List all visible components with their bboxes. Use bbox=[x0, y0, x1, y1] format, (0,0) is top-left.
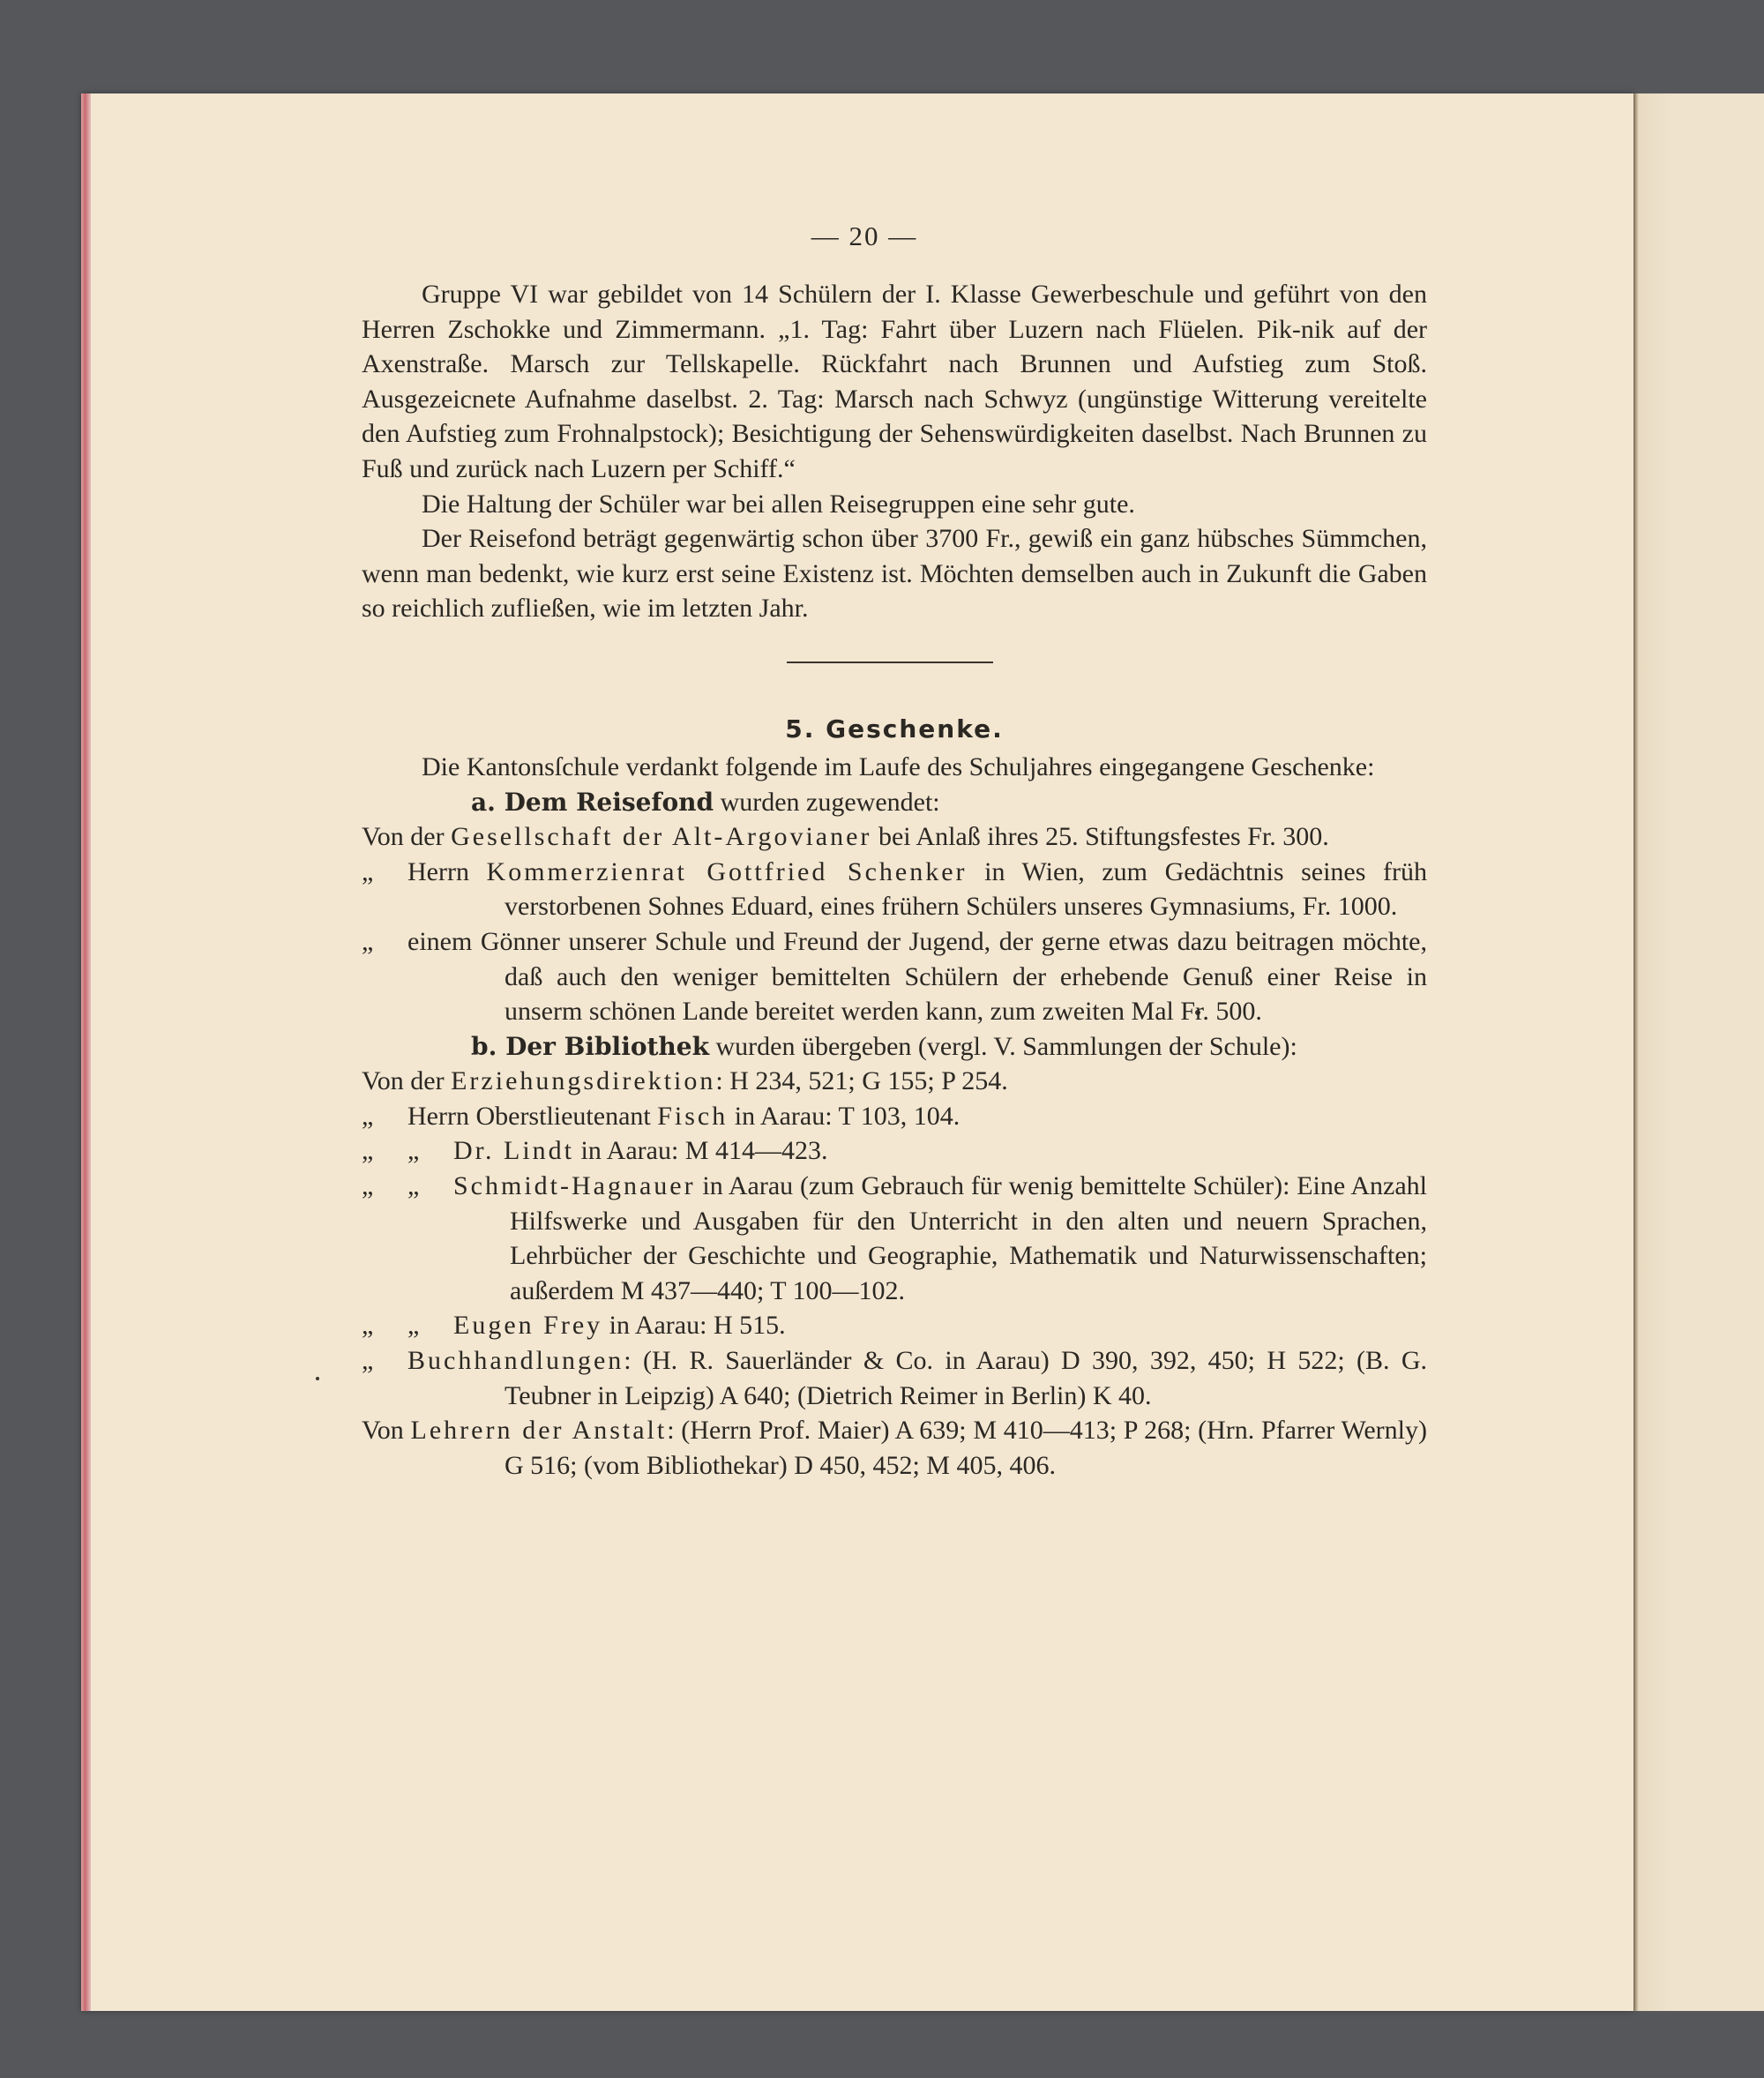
library-entry bbox=[362, 1413, 1427, 1483]
entry-text: : H 234, 521; G 155; P 254. bbox=[715, 1066, 1008, 1096]
subsection-b-title bbox=[471, 1029, 1427, 1065]
entry-prefix: Dr. bbox=[453, 1136, 504, 1166]
paragraph-reisefond: Der Reisefond beträgt gegenwärtig schon über 3700 Fr., gewiß ein ganz hübsches Sümmchen, wenn man bedenkt, wie kurz erst seine Existenz ist. Möchten demselben auch in Zukunft die Gaben so reichlich zufließen, wie im letzten Jahr. bbox=[362, 524, 1427, 624]
ditto-mark: „ bbox=[362, 926, 374, 956]
entry-donor: Schmidt-Hagnauer bbox=[453, 1171, 696, 1201]
entry-donor: Eugen Frey bbox=[453, 1311, 603, 1341]
ditto-mark: „ bbox=[362, 1346, 374, 1376]
donor-entry bbox=[362, 819, 1427, 855]
entry-prefix: Von der bbox=[362, 822, 452, 852]
entry-donor: Buchhandlungen bbox=[407, 1346, 624, 1376]
entry-text: bei Anlaß ihres 25. Stiftungsfestes Fr. 300. bbox=[871, 822, 1329, 852]
library-entry bbox=[362, 1133, 1427, 1169]
paragraph-gruppe-vi: Gruppe VI war gebildet von 14 Schülern der I. Klasse Gewerbeschule und geführt von den Herren Zschokke und Zimmermann. „1. Tag: Fahrt über Luzern nach Flüelen. Pik-nik auf der Axenstraße. Marsch zur Tellskapelle. Rückfahrt nach Brunnen und Aufstieg zum Stoß. Ausgezeicnete Aufnahme daselbst. 2. Tag: Marsch nach Schwyz (ungünstige Witterung vereitelte den Aufstieg zum Frohnalpstock); Besichtigung der Sehenswürdigkeiten daselbst. Nach Brunnen zu Fuß und zurück nach Luzern per Schiff.“ bbox=[362, 280, 1427, 483]
section-divider bbox=[787, 662, 993, 663]
ditto-mark: „ bbox=[362, 1311, 374, 1341]
intro-paragraph: Die Kantonsſchule verdankt folgende im Laufe des Schuljahres eingegangene Geschenke: bbox=[422, 751, 1375, 781]
subsection-a-rest: wurden zugewendet: bbox=[714, 787, 940, 817]
entry-prefix: Herrn bbox=[407, 856, 487, 886]
ditto-mark: „ bbox=[362, 1101, 374, 1131]
entry-text: in Aarau: M 414—423. bbox=[574, 1136, 828, 1166]
library-entry bbox=[362, 1343, 1427, 1413]
subsection-b-label: b. Der Bibliothek bbox=[471, 1031, 710, 1061]
entry-text: in Aarau (zum Gebrauch für wenig bemittelte Schüler): Eine Anzahl Hilfswerke und Ausgaben für den Unterricht in den alten und neuern Sprachen, Lehrbücher der Geschichte und Geographie, Mathematik und Naturwissenschaften; außerdem M 437—440; T 100—102. bbox=[510, 1171, 1427, 1305]
section-heading: 5. Geschenke. bbox=[785, 714, 1004, 744]
ditto-mark: „ bbox=[407, 1136, 420, 1166]
entry-text: in Wien, zum Gedächtnis seines früh verstorbenen Sohnes Eduard, eines frühern Schülers unseres Gymnasiums, Fr. 1000. bbox=[505, 856, 1427, 922]
subsection-a-label: a. Dem Reisefond bbox=[471, 787, 714, 817]
subsection-a-title bbox=[471, 785, 1427, 820]
library-entry bbox=[362, 1099, 1427, 1134]
entry-donor: Lehrern der Anstalt bbox=[410, 1416, 668, 1446]
subsection-b-rest: wurden übergeben (vergl. V. Sammlungen der Schule): bbox=[709, 1031, 1297, 1061]
ditto-mark: „ bbox=[362, 856, 374, 886]
entry-prefix: Von bbox=[362, 1416, 411, 1446]
ditto-mark: „ bbox=[362, 1171, 374, 1201]
entry-text: : (Herrn Prof. Maier) A 639; M 410—413; P 268; (Hrn. Pfarrer Wernly) G 516; (vom Bibliothekar) D 450, 452; M 405, 406. bbox=[505, 1416, 1427, 1480]
library-entry bbox=[362, 1064, 1427, 1099]
entry-text: einem Gönner unserer Schule und Freund der Jugend, der gerne etwas dazu beitragen möchte, daß auch den weniger bemittelten Schülern der erhebende Genuß einer Reise in unserm schönen Lande bereitet werden kann, zum zweiten Mal Fr. 500. bbox=[407, 926, 1427, 1027]
entry-text: in Aarau: H 515. bbox=[602, 1311, 786, 1341]
page-text bbox=[362, 277, 1427, 1483]
red-page-edge bbox=[81, 93, 91, 2011]
ditto-mark: „ bbox=[407, 1311, 420, 1341]
library-entry bbox=[362, 1169, 1427, 1308]
speck bbox=[316, 1377, 319, 1380]
adjacent-page-edge bbox=[1633, 93, 1764, 2011]
donor-entry bbox=[362, 855, 1427, 924]
paragraph-haltung: Die Haltung der Schüler war bei allen Reisegruppen eine sehr gute. bbox=[422, 489, 1135, 519]
entry-prefix: Von der bbox=[362, 1066, 452, 1096]
entry-text: in Aarau: T 103, 104. bbox=[728, 1101, 960, 1131]
ditto-mark: „ bbox=[407, 1171, 420, 1201]
entry-donor: Gesellschaft der Alt-Argovianer bbox=[451, 822, 872, 852]
ditto-mark: „ bbox=[362, 1136, 374, 1166]
donor-entry bbox=[362, 924, 1427, 1029]
entry-donor: Kommerzienrat Gottfried Schenker bbox=[486, 856, 968, 886]
entry-prefix: Herrn Oberstlieutenant bbox=[407, 1101, 658, 1131]
entry-donor: Lindt bbox=[504, 1136, 574, 1166]
library-entry bbox=[362, 1308, 1427, 1343]
page-number: — 20 — bbox=[811, 221, 918, 251]
entry-text: : (H. R. Sauerländer & Co. in Aarau) D 390, 392, 450; H 522; (B. G. Teubner in Leipzig) A 640; (Dietrich Reimer in Berlin) K 40. bbox=[505, 1346, 1427, 1410]
entry-donor: Fisch bbox=[657, 1101, 729, 1131]
entry-donor: Erziehungsdirektion bbox=[451, 1066, 716, 1096]
